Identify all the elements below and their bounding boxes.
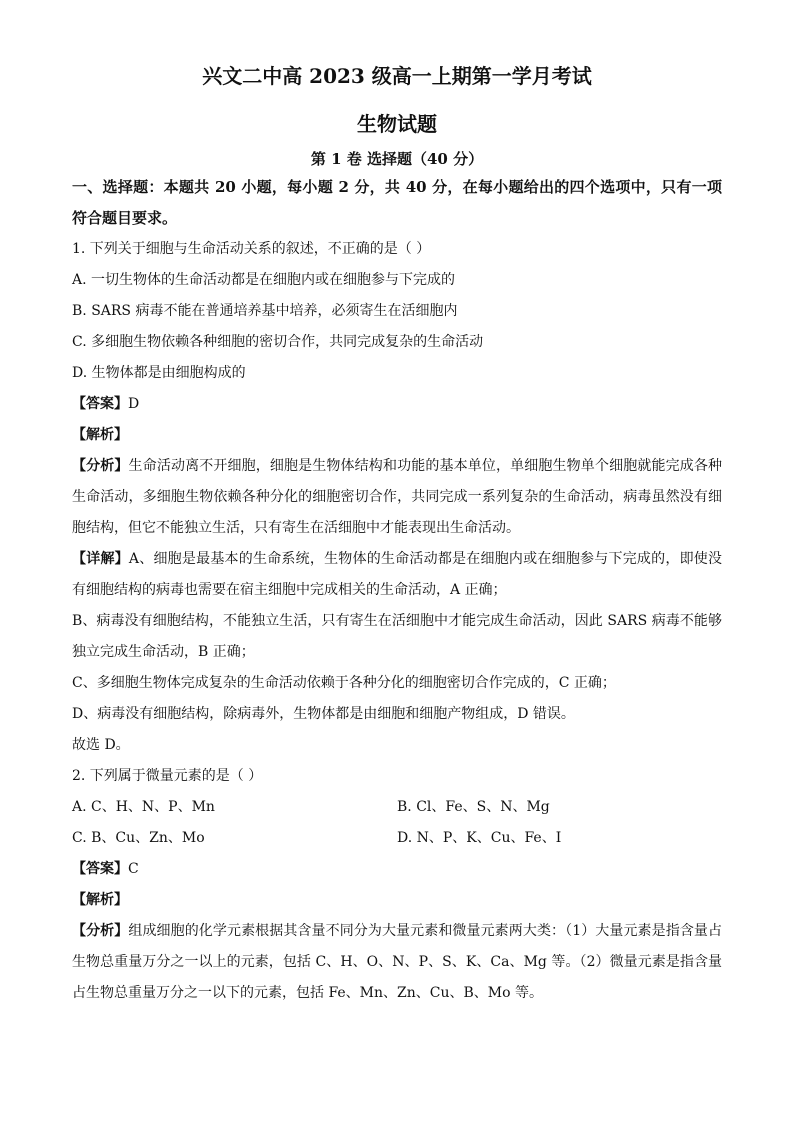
question-2-option-a: A. C、H、N、P、Mn (72, 799, 215, 815)
question-1-fenxi (72, 451, 722, 544)
question-1-analysis-tag: 【解析】 (72, 427, 128, 443)
part-heading: 一、选择题：本题共 20 小题，每小题 2 分，共 40 分，在每小题给出的四个选项中，只有一项符合题目要求。 (72, 178, 722, 227)
exam-title: 兴文二中高 2023 级高一上期第一学月考试 (202, 64, 592, 88)
question-2-options-row-2 (72, 823, 722, 854)
question-1-answer (72, 389, 722, 420)
question-1-option-a: A. 一切生物体的生命活动都是在细胞内或在细胞参与下完成的 (72, 272, 456, 288)
answer-tag: 【答案】 (72, 396, 128, 412)
fenxi-text: 组成细胞的化学元素根据其含量不同分为大量元素和微量元素两大类：（1）大量元素是指含量占生物总重量万分之一以上的元素，包括 C、H、O、N、P、S、K、Ca、Mg 等。（2）微量元素是指含量占生物总重量万分之一以下的元素，包括 Fe、Mn、Zn、Cu、B、Mo 等。 (72, 923, 723, 1001)
section-heading: 第 1 卷 选择题（40 分） (310, 150, 484, 168)
question-2-option-c: C. B、Cu、Zn、Mo (72, 830, 205, 846)
question-2-options-row-1 (72, 792, 722, 823)
subject-title: 生物试题 (357, 112, 437, 136)
question-1-option-c: C. 多细胞生物依赖各种细胞的密切合作，共同完成复杂的生命活动 (72, 334, 484, 350)
answer-tag: 【答案】 (72, 861, 128, 877)
question-1-option-d: D. 生物体都是由细胞构成的 (72, 365, 246, 381)
xiangjie-tag: 【详解】 (72, 551, 129, 567)
answer-value: C (128, 861, 139, 877)
answer-value: D (128, 396, 140, 412)
xiangjie-text-a: A、细胞是最基本的生命系统，生物体的生命活动都是在细胞内或在细胞参与下完成的，即使没有细胞结构的病毒也需要在宿主细胞中完成相关的生命活动，A 正确； (72, 551, 723, 598)
fenxi-text: 生命活动离不开细胞，细胞是生物体结构和功能的基本单位，单细胞生物单个细胞就能完成各种生命活动，多细胞生物依赖各种分化的细胞密切合作，共同完成一系列复杂的生命活动，病毒虽然没有细胞结构，但它不能独立生活，只有寄生在活细胞中才能表现出生命活动。 (72, 458, 723, 536)
question-2-answer (72, 854, 722, 885)
question-1-option-b: B. SARS 病毒不能在普通培养基中培养，必须寄生在活细胞内 (72, 303, 458, 319)
question-2-option-d: D. N、P、K、Cu、Fe、I (397, 830, 562, 846)
question-1-xiangjie-c: C、多细胞生物体完成复杂的生命活动依赖于各种分化的细胞密切合作完成的，C 正确； (72, 675, 616, 691)
fenxi-tag: 【分析】 (72, 458, 129, 474)
question-2-stem: 2. 下列属于微量元素的是（ ） (72, 768, 263, 784)
question-1-xiangjie-d: D、病毒没有细胞结构，除病毒外，生物体都是由细胞和细胞产物组成，D 错误。 (72, 706, 575, 722)
question-1-xiangjie-a (72, 544, 722, 606)
fenxi-tag: 【分析】 (72, 923, 129, 939)
question-1-conclusion: 故选 D。 (72, 737, 130, 753)
question-1-stem: 1. 下列关于细胞与生命活动关系的叙述，不正确的是（ ） (72, 241, 431, 257)
question-2-option-b: B. Cl、Fe、S、N、Mg (397, 799, 550, 815)
document-page (72, 62, 722, 1009)
question-2-analysis-tag: 【解析】 (72, 892, 128, 908)
question-1-xiangjie-b: B、病毒没有细胞结构，不能独立生活，只有寄生在活细胞中才能完成生命活动，因此 SARS 病毒不能够独立完成生命活动，B 正确； (72, 613, 722, 660)
question-2-fenxi (72, 916, 722, 1009)
